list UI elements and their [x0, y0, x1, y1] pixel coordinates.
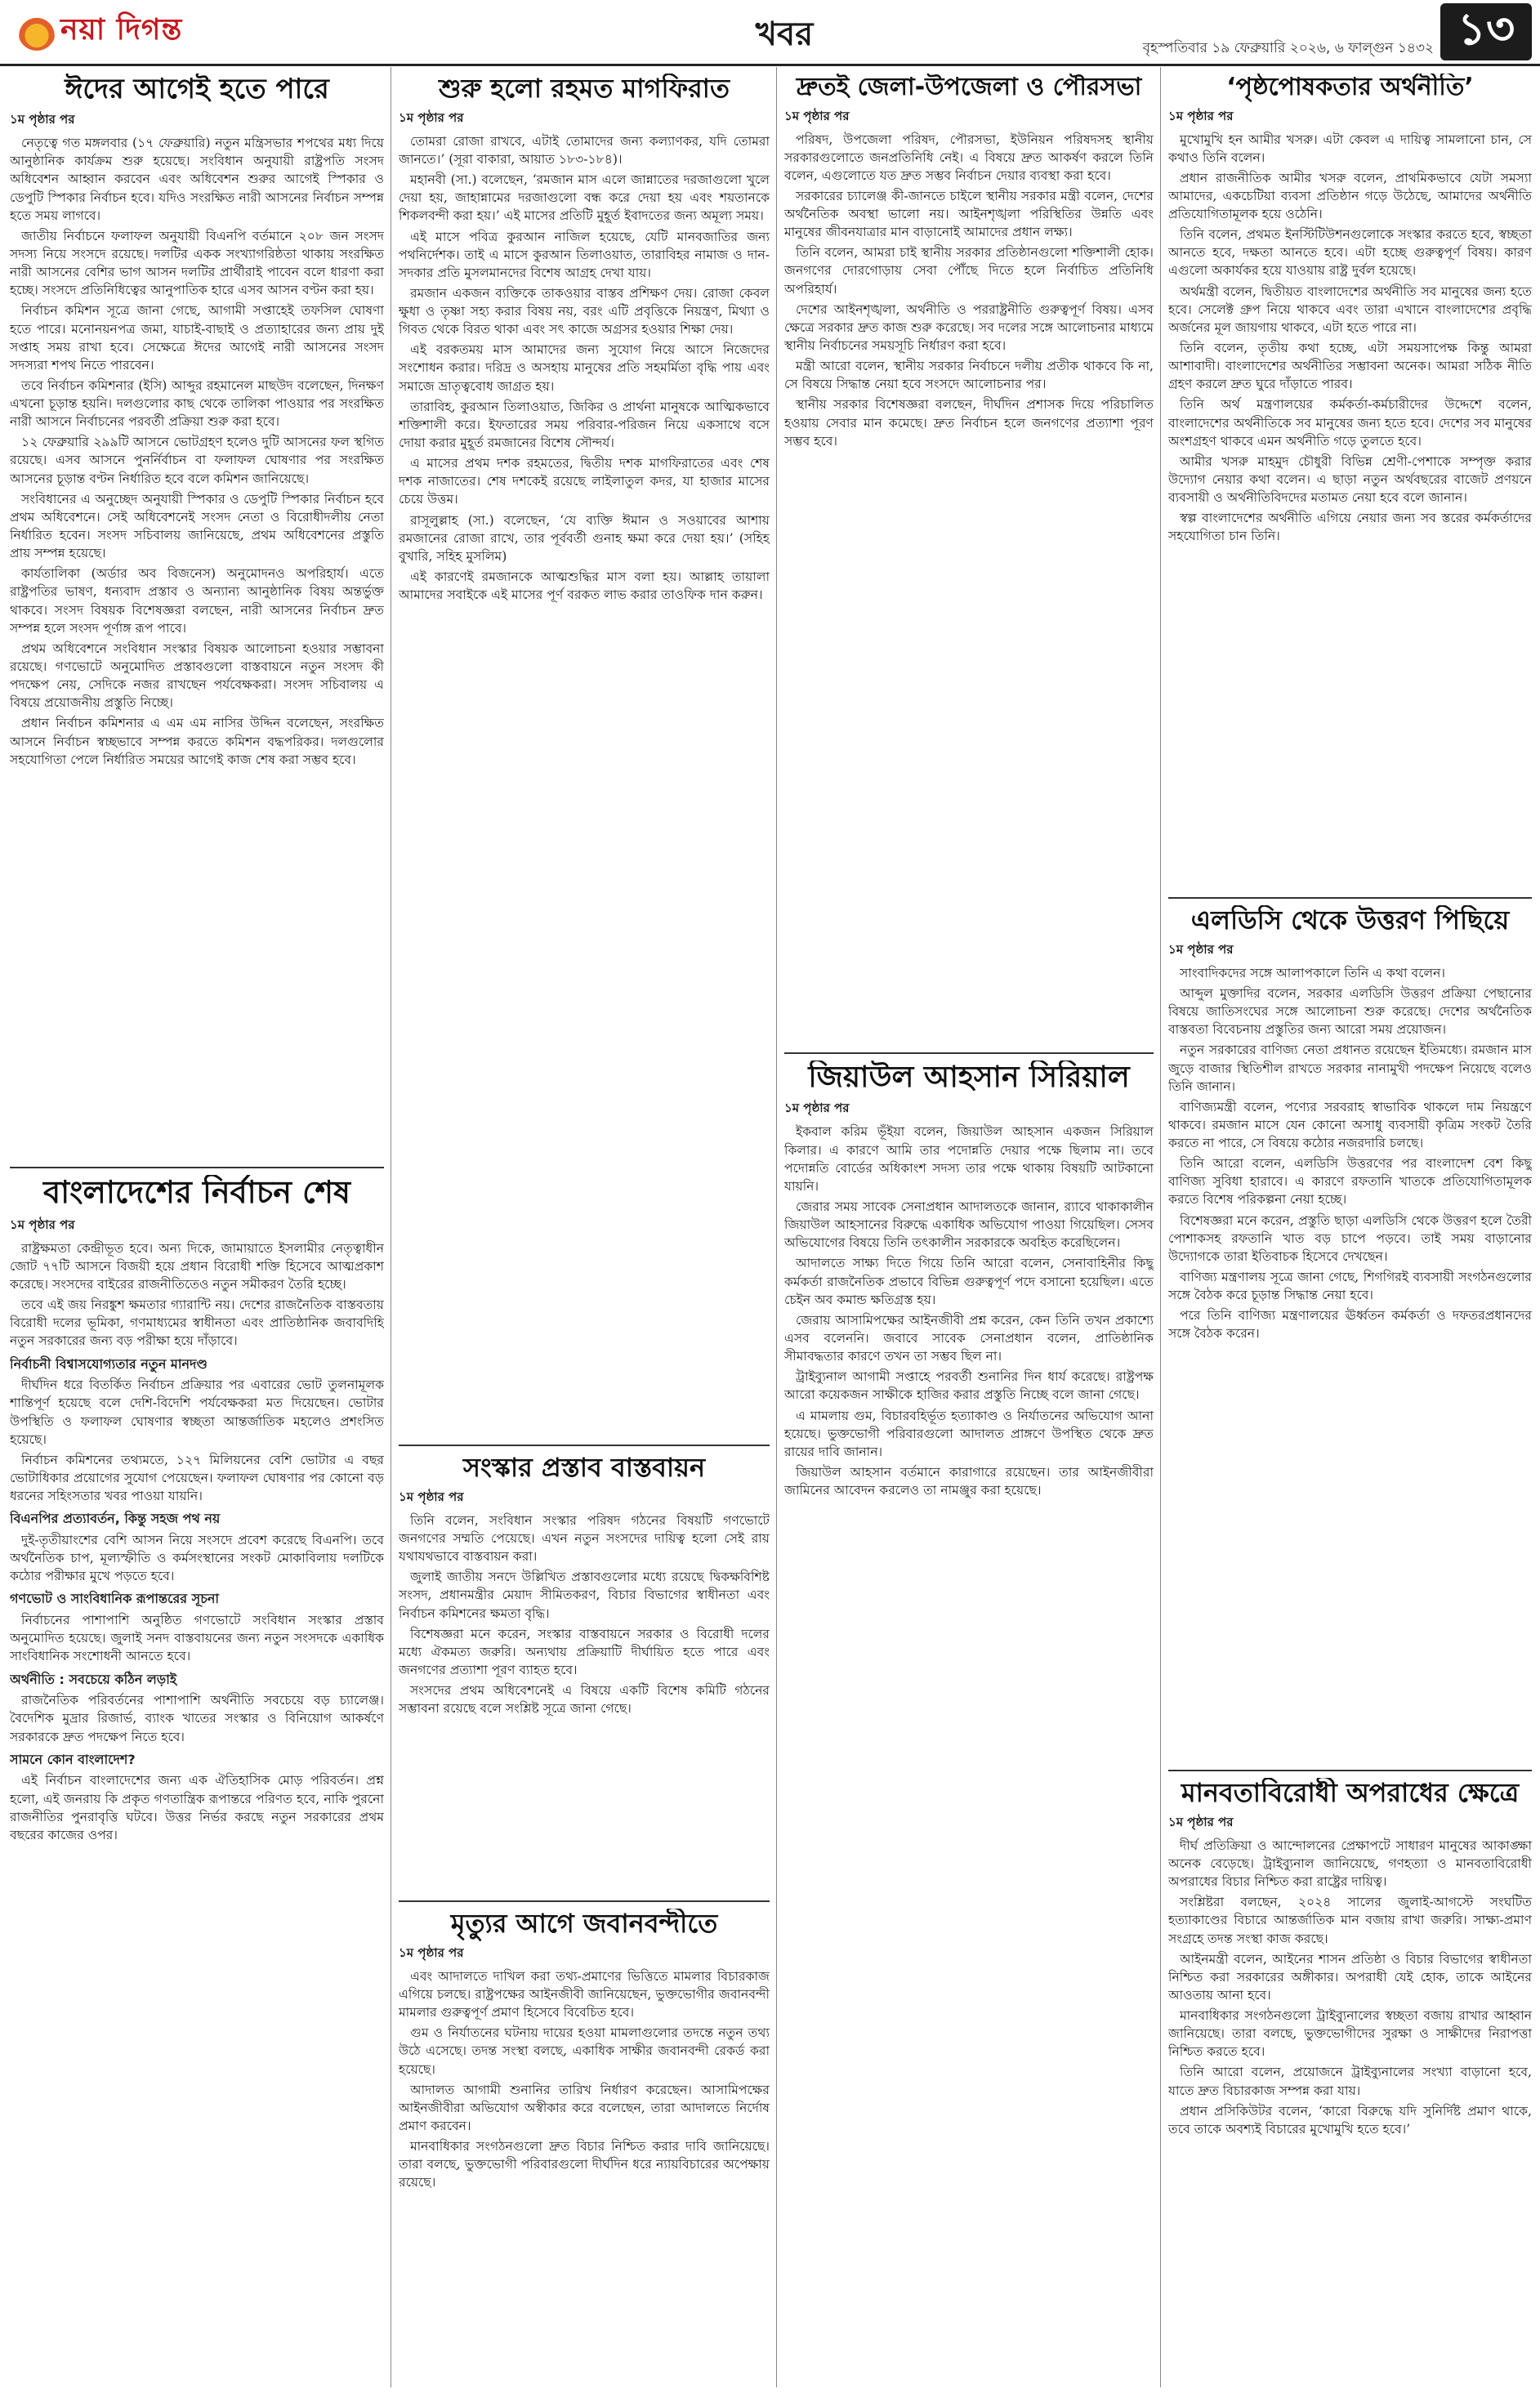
paragraph: নির্বাচন কমিশনের তথ্যমতে, ১২৭ মিলিয়নের বেশি ভোটার এ বছর ভোটাধিকার প্রয়োগের সুযোগ পেয়েছেন। ফলাফল ঘোষণার পর কোনো বড় ধরনের সহিংসতার খবর পাওয়া যায়নি।	[10, 1452, 384, 1504]
dateline: ১ম পৃষ্ঠার পর	[1168, 108, 1234, 123]
paragraph: এবং আদালতে দাখিল করা তথ্য-প্রমাণের ভিত্তিতে মামলার বিচারকাজ এগিয়ে চলছে। রাষ্ট্রপক্ষের আইনজীবী জানিয়েছেন, ভুক্তভোগীর জবানবন্দী মামলার গুরুত্বপূর্ণ প্রমাণ হিসেবে বিবেচিত হবে।	[399, 1968, 770, 2021]
headline: ঈদের আগেই হতে পারে	[65, 74, 329, 105]
paragraph: তবে এই জয় নিরঙ্কুশ ক্ষমতার গ্যারান্টি নয়। দেশের রাজনৈতিক বাস্তবতায় বিরোধী দলের ভূমিকা, গণমাধ্যমের স্বাধীনতা এবং প্রাতিষ্ঠানিক জবাবদিহি নতুন সরকারের জন্য বড় পরীক্ষা হয়ে দাঁড়াবে।	[10, 1297, 384, 1349]
sun-logo-icon	[18, 13, 56, 51]
headline: বাংলাদেশের নির্বাচন শেষ	[43, 1175, 350, 1210]
article-reform	[399, 1453, 770, 1894]
paragraph: মন্ত্রী আরো বলেন, স্থানীয় সরকার নির্বাচনে দলীয় প্রতীক থাকবে কি না, সে বিষয়ে সিদ্ধান্ত নেয়া হবে সংসদে আলোচনার পর।	[784, 359, 1154, 392]
dateline: ১ম পৃষ্ঠার পর	[399, 109, 464, 125]
paragraph: এই কারণেই রমজানকে আত্মশুদ্ধির মাস বলা হয়। আল্লাহ তায়ালা আমাদের সবাইকে এই মাসের পূর্ণ বরকত লাভ করার তাওফিক দান করুন।	[399, 569, 770, 603]
paragraph: মানবাধিকার সংগঠনগুলো ট্রাইব্যুনালের স্বচ্ছতা বজায় রাখার আহ্বান জানিয়েছে। তারা বলছে, ভুক্তভোগীদের সুরক্ষা ও সাক্ষীদের নিরাপত্তা নিশ্চিত করতে হবে।	[1168, 2008, 1532, 2060]
page-number: ১৩	[1440, 3, 1532, 60]
article-body	[399, 1967, 770, 2192]
paragraph: দীর্ঘদিন ধরে বিতর্কিত নির্বাচন প্রক্রিয়ার পর এবারের ভোট তুলনামূলক শান্তিপূর্ণ হয়েছে বলে দেশি-বিদেশি পর্যবেক্ষকরা মত দিয়েছেন। ভোটার উপস্থিতি ও ফলাফল ঘোষণার স্বচ্ছতা আন্তর্জাতিক মহলেও প্রশংসিত হয়েছে।	[10, 1378, 384, 1447]
column-divider	[776, 67, 777, 2387]
article-ldc	[1168, 905, 1532, 1763]
paragraph: আব্দুল মুক্তাদির বলেন, সরকার এলডিসি উত্তরণ প্রক্রিয়া পেছানোর বিষয়ে জাতিসংঘের সঙ্গে আলোচনা শুরু করেছে। দেশের অর্থনৈতিক বাস্তবতা বিবেচনায় প্রস্তুতির জন্য আরো সময় প্রয়োজন।	[1168, 985, 1532, 1038]
article-patronage	[1168, 74, 1532, 891]
article-body	[1168, 964, 1532, 1343]
dateline: ১ম পৃষ্ঠার পর	[399, 1489, 464, 1504]
section-rule	[399, 1445, 770, 1446]
subheading: বিএনপির প্রত্যাবর্তন, কিন্তু সহজ পথ নয়	[10, 1511, 221, 1527]
paragraph: আদালত আগামী শুনানির তারিখ নির্ধারণ করেছেন। আসামিপক্ষের আইনজীবীরা অভিযোগ অস্বীকার করে বলেছেন, তারা আদালতে নির্দোষ প্রমাণ করবেন।	[399, 2082, 770, 2133]
paragraph: মুখোমুখি হন আমীর খসরু। এটা কেবল এ দায়িত্ব সামলানো চান, সে কথাও তিনি বলেন।	[1168, 132, 1532, 165]
article-body	[10, 1239, 384, 1844]
subheading: সামনে কোন বাংলাদেশ?	[10, 1751, 136, 1767]
paragraph: মহানবী (সা.) বলেছেন, ‘রমজান মাস এলে জান্নাতের দরজাগুলো খুলে দেয়া হয়, জাহান্নামের দরজাগুলো বন্ধ করে দেয়া হয় এবং শয়তানকে শিকলবন্দী করা হয়।’ এই মাসের প্রতিটি মুহূর্ত ইবাদতের জন্য অমূল্য সময়।	[399, 172, 770, 224]
paragraph: বাণিজ্য মন্ত্রণালয় সূত্রে জানা গেছে, শিগগিরই ব্যবসায়ী সংগঠনগুলোর সঙ্গে বৈঠক করে চূড়ান্ত সিদ্ধান্ত নেয়া হবে।	[1168, 1270, 1532, 1303]
dateline: ১ম পৃষ্ঠার পর	[1168, 1814, 1234, 1829]
paragraph: এ মামলায় গুম, বিচারবহির্ভূত হত্যাকাণ্ড ও নির্যাতনের অভিযোগ আনা হয়েছে। ভুক্তভোগী পরিবারগুলো আদালত প্রাঙ্গণে উপস্থিত থেকে দ্রুত রায়ের দাবি জানান।	[784, 1408, 1154, 1459]
paragraph: এই বরকতময় মাস আমাদের জন্য সুযোগ নিয়ে আসে নিজেদের সংশোধন করার। দরিদ্র ও অসহায় মানুষের প্রতি সহমর্মিতা বৃদ্ধি পায় এবং সমাজে ভ্রাতৃত্ববোধ জাগ্রত হয়।	[399, 342, 770, 394]
article-election-end	[10, 1175, 384, 2384]
paragraph: আদালতে সাক্ষ্য দিতে গিয়ে তিনি আরো বলেন, সেনাবাহিনীর কিছু কর্মকর্তা রাজনৈতিক প্রভাবে বিভিন্ন গুরুত্বপূর্ণ পদে বসানো হয়েছিল। এতে চেইন অব কমান্ড ক্ষতিগ্রস্ত হয়।	[784, 1256, 1154, 1307]
paragraph: রাসূলুল্লাহ (সা.) বলেছেন, ‘যে ব্যক্তি ঈমান ও সওয়াবের আশায় রমজানের রোজা রাখে, তার পূর্ববর্তী গুনাহ ক্ষমা করে দেয়া হয়।’ (সহিহ বুখারি, সহিহ মুসলিম)	[399, 512, 770, 564]
paragraph: তিনি বলেন, সংবিধান সংস্কার পরিষদ গঠনের বিষয়টি গণভোটে জনগণের সম্মতি পেয়েছে। এখন নতুন সংসদের দায়িত্ব হলো সেই রায় যথাযথভাবে বাস্তবায়ন করা।	[399, 1512, 770, 1565]
paragraph: সংশ্লিষ্টরা বলছেন, ২০২৪ সালের জুলাই-আগস্টে সংঘটিত হত্যাকাণ্ডের বিচারে আন্তর্জাতিক মান বজায় রাখা জরুরি। সাক্ষ্য-প্রমাণ সংগ্রহে তদন্ত সংস্থা কাজ করছে।	[1168, 1895, 1532, 1946]
dateline: ১ম পৃষ্ঠার পর	[784, 108, 850, 123]
paragraph: দীর্ঘ প্রতিক্রিয়া ও আন্দোলনের প্রেক্ষাপটে সাধারণ মানুষের আকাঙ্ক্ষা অনেক বেড়েছে। ট্রাইব্যুনাল জানিয়েছে, গণহত্যা ও মানবতাবিরোধী অপরাধের বিচার নিশ্চিত করা রাষ্ট্রের দায়িত্ব।	[1168, 1838, 1532, 1890]
article-ziaul	[784, 1061, 1154, 2384]
paragraph: এই নির্বাচন বাংলাদেশের জন্য এক ঐতিহাসিক মোড় পরিবর্তন। প্রশ্ন হলো, এই জনরায় কি প্রকৃত গণতান্ত্রিক রূপান্তরে পরিণত হবে, নাকি পুরনো রাজনীতির পুনরাবৃত্তি ঘটবে। উত্তর নির্ভর করছে নতুন সরকারের প্রথম বছরের কাজের ওপর।	[10, 1773, 384, 1842]
paragraph: তিনি আরো বলেন, এলডিসি উত্তরণের পর বাংলাদেশ বেশ কিছু বাণিজ্য সুবিধা হারাবে। এ কারণে রফতানি খাতকে প্রতিযোগিতামূলক করতে বিশেষ পরিকল্পনা নেয়া হচ্ছে।	[1168, 1156, 1532, 1208]
headline: সংস্কার প্রস্তাব বাস্তবায়ন	[462, 1453, 706, 1483]
paragraph: পরে তিনি বাণিজ্য মন্ত্রণালয়ের ঊর্ধ্বতন কর্মকর্তা ও দফতরপ্রধানদের সঙ্গে বৈঠক করেন।	[1168, 1308, 1532, 1342]
masthead	[0, 0, 1540, 66]
paragraph: তারাবিহ, কুরআন তিলাওয়াত, জিকির ও প্রার্থনা মানুষকে আত্মিকভাবে শক্তিশালী করে। ইফতারের সময় পরিবার-পরিজন নিয়ে একসাথে বসে দোয়া করার মুহূর্ত রমজানের বিশেষ সৌন্দর্য।	[399, 399, 770, 451]
paragraph: তিনি অর্থ মন্ত্রণালয়ের কর্মকর্তা-কর্মচারীদের উদ্দেশে বলেন, বাংলাদেশের অর্থনীতিকে সব মানুষের জন্য হতে হবে। দেশের সব মানুষের অংশগ্রহণ থাকবে এমন অর্থনীতি গড়ে তুলতে হবে।	[1168, 397, 1532, 449]
paragraph: তিনি বলেন, তৃতীয় কথা হচ্ছে, এটা সময়সাপেক্ষ কিন্তু আমরা আশাবাদী। বাংলাদেশের অর্থনীতির সম্ভাবনা অনেক। আমরা সঠিক নীতি গ্রহণ করলে দ্রুত ঘুরে দাঁড়াতে পারব।	[1168, 341, 1532, 392]
paragraph: প্রধান রাজনীতিক আমীর খসরু বলেন, প্রাথমিকভাবে যেটা সমস্যা আমাদের, একচেটিয়া ব্যবসা প্রতিষ্ঠান গড়ে উঠেছে, আমাদের অর্থনীতি প্রতিযোগিতামূলক হয়ে ওঠেনি।	[1168, 170, 1532, 222]
headline: ‘পৃষ্ঠপোষকতার অর্থনীতি’	[1226, 74, 1474, 101]
paragraph: নির্বাচনের পাশাপাশি অনুষ্ঠিত গণভোটে সংবিধান সংস্কার প্রস্তাব অনুমোদিত হয়েছে। জুলাই সনদ বাস্তবায়নের জন্য নতুন সংসদকে একাধিক সাংবিধানিক সংশোধনী আনতে হবে।	[10, 1613, 384, 1664]
article-body	[1168, 131, 1532, 546]
paragraph: নেতৃত্বে গত মঙ্গলবার (১৭ ফেব্রুয়ারি) নতুন মন্ত্রিসভার শপথের মধ্য দিয়ে আনুষ্ঠানিক কার্যক্রম শুরু হয়েছে। সংবিধান অনুযায়ী রাষ্ট্রপতি সংসদ অধিবেশন আহ্বান করবেন এবং অধিবেশন শুরুর আগেই স্পিকার ও ডেপুটি স্পিকার নির্বাচন হবে। যদিও সংরক্ষিত নারী আসনের নির্বাচন সম্পন্ন হতে সময় লাগবে।	[10, 136, 384, 223]
paragraph: তিনি আরো বলেন, প্রয়োজনে ট্রাইব্যুনালের সংখ্যা বাড়ানো হবে, যাতে দ্রুত বিচারকাজ সম্পন্ন করা যায়।	[1168, 2065, 1532, 2098]
paragraph: বিশেষজ্ঞরা মনে করেন, প্রস্তুতি ছাড়া এলডিসি থেকে উত্তরণ হলে তৈরী পোশাকসহ রফতানি খাত বড় চাপে পড়বে। তাই সময় বাড়ানোর উদ্যোগকে তারা ইতিবাচক হিসেবে দেখছেন।	[1168, 1212, 1532, 1264]
article-humanity	[1168, 1778, 1532, 2387]
article-ramadan	[399, 74, 770, 1438]
paragraph: নতুন সরকারের বাণিজ্য নেতা প্রধানত রয়েছেন ইতিমধ্যে। রমজান মাস জুড়ে বাজার স্থিতিশীল রাখতে সরকার নানামুখী পদক্ষেপ নিয়েছে বলেও তিনি জানান।	[1168, 1043, 1532, 1094]
issue-date: বৃহস্পতিবার ১৯ ফেব্রুয়ারি ২০২৬, ৬ ফাল্গুন ১৪৩২	[1142, 40, 1434, 56]
headline: এলডিসি থেকে উত্তরণ পিছিয়ে	[1190, 905, 1510, 936]
paragraph: কার্যতালিকা (অর্ডার অব বিজনেস) অনুমোদনও অপরিহার্য। এতে রাষ্ট্রপতির ভাষণ, ধন্যবাদ প্রস্তাব ও অন্যান্য আনুষ্ঠানিক বিষয় অন্তর্ভুক্ত থাকবে। সংসদ বিষয়ক বিশেষজ্ঞরা বলছেন, নারী আসনের নির্বাচন দ্রুত সম্পন্ন হলে সংসদ পূর্ণাঙ্গ রূপ পাবে।	[10, 566, 384, 636]
section-rule	[399, 1900, 770, 1902]
paragraph: জিয়াউল আহসান বর্তমানে কারাগারে রয়েছেন। তার আইনজীবীরা জামিনের আবেদন করলেও তা নামঞ্জুর করা হয়েছে।	[784, 1464, 1154, 1498]
paragraph: গুম ও নির্যাতনের ঘটনায় দায়ের হওয়া মামলাগুলোর তদন্তে নতুন তথ্য উঠে এসেছে। তদন্ত সংস্থা বলছে, একাধিক সাক্ষীর জবানবন্দী রেকর্ড করা হয়েছে।	[399, 2025, 770, 2077]
paragraph: প্রথম অধিবেশনে সংবিধান সংস্কার বিষয়ক আলোচনা হওয়ার সম্ভাবনা রয়েছে। গণভোটে অনুমোদিত প্রস্তাবগুলো বাস্তবায়নে নতুন সংসদ কী পদক্ষেপ নেয়, সেদিকে নজর রাখছেন পর্যবেক্ষকরা। সংসদ সচিবালয় এ বিষয়ে প্রয়োজনীয় প্রস্তুতি নিচ্ছে।	[10, 641, 384, 711]
paragraph: তবে নির্বাচন কমিশনার (ইসি) আব্দুর রহমানেল মাছউদ বলেছেন, দিনক্ষণ এখনো চূড়ান্ত হয়নি। দলগুলোর কাছ থেকে তালিকা পাওয়ার পর সংরক্ষিত নারী আসনে নির্বাচনের পরবর্তী প্রক্রিয়া শুরু করা হবে।	[10, 377, 384, 430]
newspaper-logo[interactable]	[18, 7, 206, 57]
paragraph: সরকারের চ্যালেঞ্জ কী-জানতে চাইলে স্থানীয় সরকার মন্ত্রী বলেন, দেশের অর্থনৈতিক অবস্থা ভালো নয়। আইনশৃঙ্খলা পরিস্থিতির উন্নতি এবং মানুষের জীবনযাত্রার মান বাড়ানোই আমাদের প্রধান লক্ষ্য।	[784, 188, 1154, 240]
subheading: গণভোট ও সাংবিধানিক রূপান্তরের সূচনা	[10, 1591, 220, 1607]
section-rule	[1168, 1770, 1532, 1771]
paragraph: বিশেষজ্ঞরা মনে করেন, সংস্কার বাস্তবায়নে সরকার ও বিরোধী দলের মধ্যে ঐকমত্য জরুরি। অন্যথায় প্রক্রিয়াটি দীর্ঘায়িত হতে পারে এবং জনগণের প্রত্যাশা পূরণ ব্যাহত হবে।	[399, 1626, 770, 1677]
paragraph: জুলাই জাতীয় সনদে উল্লিখিত প্রস্তাবগুলোর মধ্যে রয়েছে দ্বিকক্ষবিশিষ্ট সংসদ, প্রধানমন্ত্রীর মেয়াদ সীমিতকরণ, বিচার বিভাগের স্বাধীনতা এবং নির্বাচন কমিশনের ক্ষমতা বৃদ্ধি।	[399, 1570, 770, 1621]
paragraph: আমীর খসরু মাহমুদ চৌধুরী বিভিন্ন শ্রেণী-পেশাকে সম্পৃক্ত করার উদ্যোগ নেয়ার কথা বলেন। এ ছাড়া নতুন অর্থবছরের বাজেট প্রণয়নে ব্যবসায়ী ও অর্থনীতিবিদদের মতামত নেয়া হবে বলে জানান।	[1168, 453, 1532, 506]
article-body	[399, 1512, 770, 1718]
paragraph: জেরায় আসামিপক্ষের আইনজীবী প্রশ্ন করেন, কেন তিনি তখন প্রকাশ্যে এসব বলেননি। জবাবে সাবেক সেনাপ্রধান বলেন, প্রাতিষ্ঠানিক সীমাবদ্ধতার কারণে তখন তা সম্ভব ছিল না।	[784, 1312, 1154, 1364]
headline: শুরু হলো রহমত মাগফিরাত	[439, 74, 730, 104]
article-body	[10, 134, 384, 769]
paragraph: ট্রাইব্যুনাল আগামী সপ্তাহে পরবর্তী শুনানির দিন ধার্য করেছে। রাষ্ট্রপক্ষ আরো কয়েকজন সাক্ষীকে হাজির করার প্রস্তুতি নিচ্ছে বলে জানা গেছে।	[784, 1369, 1154, 1403]
headline: দ্রুতই জেলা-উপজেলা ও পৌরসভা	[796, 74, 1142, 101]
paragraph: এ মাসের প্রথম দশক রহমতের, দ্বিতীয় দশক মাগফিরাতের এবং শেষ দশক নাজাতের। শেষ দশকেই রয়েছে লাইলাতুল কদর, যা হাজার মাসের চেয়ে উত্তম।	[399, 456, 770, 507]
paragraph: জাতীয় নির্বাচনে ফলাফল অনুযায়ী বিএনপি বর্তমানে ২০৮ জন সংসদ সদস্য নিয়ে সংসদে রয়েছে। দলটির একক সংখ্যাগরিষ্ঠতা থাকায় সংরক্ষিত নারী আসনের বেশির ভাগ আসন দলটির প্রার্থীরাই পাবেন বলে ধারণা করা হচ্ছে। সংসদে প্রতিনিধিত্বের আনুপাতিক হারে এসব আসন বণ্টন করা হয়।	[10, 228, 384, 298]
paragraph: নির্বাচন কমিশন সূত্রে জানা গেছে, আগামী সপ্তাহেই তফসিল ঘোষণা হতে পারে। মনোনয়নপত্র জমা, যাচাই-বাছাই ও প্রত্যাহারের জন্য প্রায় দুই সপ্তাহ সময় রাখা হবে। সেক্ষেত্রে ঈদের আগেই নারী আসনের সংসদ সদস্যরা শপথ নিতে পারবেন।	[10, 303, 384, 373]
paragraph: দেশের আইনশৃঙ্খলা, অর্থনীতি ও পররাষ্ট্রনীতি গুরুত্বপূর্ণ বিষয়। এসব ক্ষেত্রে সরকার দ্রুত কাজ শুরু করেছে। সব দলের সঙ্গে আলোচনার মাধ্যমে স্থানীয় নির্বাচনের সময়সূচি নির্ধারণ করা হবে।	[784, 301, 1154, 354]
article-body	[399, 132, 770, 605]
paragraph: মানবাধিকার সংগঠনগুলো দ্রুত বিচার নিশ্চিত করার দাবি জানিয়েছে। তারা বলছে, ভুক্তভোগী পরিবারগুলো দীর্ঘদিন ধরে ন্যায়বিচারের অপেক্ষায় রয়েছে।	[399, 2139, 770, 2190]
paragraph: রমজান একজন ব্যক্তিকে তাকওয়ার বাস্তব প্রশিক্ষণ দেয়। রোজা কেবল ক্ষুধা ও তৃষ্ণা সহ্য করার বিষয় নয়, বরং এটি প্রবৃত্তিকে নিয়ন্ত্রণ, মিথ্যা ও গিবত থেকে বিরত থাকা এবং সৎ কাজে অগ্রসর হওয়ার শিক্ষা দেয়।	[399, 285, 770, 337]
paragraph: ১২ ফেব্রুয়ারি ২৯৯টি আসনে ভোটগ্রহণ হলেও দুটি আসনের ফল স্থগিত রয়েছে। এসব আসনে পুনর্নির্বাচন বা ফলাফল ঘোষণার পর সংরক্ষিত আসনের চূড়ান্ত বণ্টন নির্ধারিত হবে বলে কমিশন জানিয়েছে।	[10, 435, 384, 486]
article-eid	[10, 74, 384, 1160]
dateline: ১ম পৃষ্ঠার পর	[10, 1217, 75, 1232]
paragraph: সংবিধানের এ অনুচ্ছেদ অনুযায়ী স্পিকার ও ডেপুটি স্পিকার নির্বাচন হবে প্রথম অধিবেশনে। সেই অধিবেশনেই সংসদ নেতা ও বিরোধীদলীয় নেতা নির্ধারিত হবেন। সংসদ সচিবালয় জানিয়েছে, প্রথম অধিবেশনের প্রস্তুতি প্রায় সম্পন্ন হয়েছে।	[10, 491, 384, 561]
paragraph: পরিষদ, উপজেলা পরিষদ, পৌরসভা, ইউনিয়ন পরিষদসহ স্থানীয় সরকারগুলোতে জনপ্রতিনিধি নেই। এ বিষয়ে দ্রুত আকর্ষণ করলে তিনি বলেন, এগুলোতে যত দ্রুত সম্ভব নির্বাচন দেয়ার ব্যবস্থা করা হবে।	[784, 132, 1154, 183]
article-body	[784, 1123, 1154, 1499]
paragraph: সংসদের প্রথম অধিবেশনেই এ বিষয়ে একটি বিশেষ কমিটি গঠনের সম্ভাবনা রয়েছে বলে সংশ্লিষ্ট সূত্রে জানা গেছে।	[399, 1683, 770, 1717]
article-body	[1168, 1837, 1532, 2138]
section-title: খবর	[755, 16, 814, 53]
article-body	[784, 131, 1154, 450]
logo-text: নয়া দিগন্ত	[60, 13, 183, 47]
column-divider	[1160, 67, 1161, 2387]
section-rule	[10, 1167, 384, 1168]
paragraph: তিনি বলেন, আমরা চাই স্থানীয় সরকার প্রতিষ্ঠানগুলো শক্তিশালী হোক। জনগণের দোরগোড়ায় সেবা পৌঁছে দিতে হলে নির্বাচিত প্রতিনিধি অপরিহার্য।	[784, 245, 1154, 297]
paragraph: ইকবাল করিম ভূঁইয়া বলেন, জিয়াউল আহসান একজন সিরিয়াল কিলার। এ কারণে আমি তার পদোন্নতি দেয়ার পক্ষে ছিলাম না। তবে পদোন্নতি বোর্ডের অধিকাংশ সদস্য তার পক্ষে থাকায় বিষয়টি আটকানো যায়নি।	[784, 1124, 1154, 1194]
paragraph: এই মাসে পবিত্র কুরআন নাজিল হয়েছে, যেটি মানবজাতির জন্য পথনির্দেশক। তাই এ মাসে কুরআন তিলাওয়াত, তারাবিহর নামাজ ও দান-সদকার প্রতি মুসলমানদের বিশেষ আগ্রহ দেখা যায়।	[399, 229, 770, 280]
headline: মানবতাবিরোধী অপরাধের ক্ষেত্রে	[1181, 1778, 1520, 1808]
paragraph: বাণিজ্যমন্ত্রী বলেন, পণ্যের সরবরাহ স্বাভাবিক থাকলে দাম নিয়ন্ত্রণে থাকবে। রমজান মাসে যেন কোনো অসাধু ব্যবসায়ী কৃত্রিম সংকট তৈরি করতে না পারে, সে বিষয়ে কঠোর নজরদারি চলছে।	[1168, 1099, 1532, 1151]
subheading: অর্থনীতি : সবচেয়ে কঠিন লড়াই	[10, 1671, 177, 1687]
paragraph: প্রধান প্রসিকিউটর বলেন, ‘কারো বিরুদ্ধে যদি সুনির্দিষ্ট প্রমাণ থাকে, তবে তাকে অবশ্যই বিচারের মুখোমুখি হতে হবে।’	[1168, 2103, 1532, 2137]
paragraph: রাজনৈতিক পরিবর্তনের পাশাপাশি অর্থনীতি সবচেয়ে বড় চ্যালেঞ্জ। বৈদেশিক মুদ্রার রিজার্ভ, ব্যাংক খাতের সংস্কার ও বিনিয়োগ আকর্ষণে সরকারকে দ্রুত পদক্ষেপ নিতে হবে।	[10, 1693, 384, 1744]
dateline: ১ম পৃষ্ঠার পর	[1168, 941, 1234, 957]
paragraph: আইনমন্ত্রী বলেন, আইনের শাসন প্রতিষ্ঠা ও বিচার বিভাগের স্বাধীনতা নিশ্চিত করা সরকারের অঙ্গীকার। অপরাধী যেই হোক, তাকে আইনের আওতায় আনা হবে।	[1168, 1951, 1532, 2003]
section-rule	[784, 1052, 1154, 1054]
article-deposition	[399, 1909, 770, 2387]
headline: মৃত্যুর আগে জবানবন্দীতে	[450, 1909, 718, 1939]
paragraph: দুই-তৃতীয়াংশের বেশি আসন নিয়ে সংসদে প্রবেশ করেছে বিএনপি। তবে অর্থনৈতিক চাপ, মূল্যস্ফীতি ও কর্মসংস্থানের সংকট মোকাবিলায় দলটিকে কঠোর পরীক্ষার মুখে পড়তে হবে।	[10, 1532, 384, 1584]
dateline: ১ম পৃষ্ঠার পর	[399, 1945, 464, 1960]
paragraph: স্থানীয় সরকার বিশেষজ্ঞরা বলছেন, দীর্ঘদিন প্রশাসক দিয়ে পরিচালিত হওয়ায় সেবার মান কমেছে। দ্রুত নির্বাচন হলে জনগণের প্রত্যাশা পূরণ সম্ভব হবে।	[784, 397, 1154, 449]
paragraph: তোমরা রোজা রাখবে, এটাই তোমাদের জন্য কল্যাণকর, যদি তোমরা জানতে।’ (সূরা বাকারা, আয়াত ১৮৩-১৮৪)।	[399, 133, 770, 167]
paragraph: তিনি বলেন, প্রথমত ইনস্টিটিউশনগুলোকে সংস্কার করতে হবে, স্বচ্ছতা আনতে হবে, দক্ষতা আনতে হবে। এটা হচ্ছে গুরুত্বপূর্ণ বিষয়। কারণ এগুলো অকার্যকর হয়ে যাওয়ায় রাষ্ট্র দুর্বল হয়েছে।	[1168, 227, 1532, 279]
paragraph: জেরার সময় সাবেক সেনাপ্রধান আদালতকে জানান, র‌্যাবে থাকাকালীন জিয়াউল আহসানের বিরুদ্ধে একাধিক অভিযোগ পাওয়া গিয়েছিল। সেসব অভিযোগের বিষয়ে তিনি তৎকালীন সরকারকে অবহিত করেছিলেন।	[784, 1199, 1154, 1251]
paragraph: স্বল্প বাংলাদেশের অর্থনীতি এগিয়ে নেয়ার জন্য সব স্তরের কর্মকর্তাদের সহযোগিতা চান তিনি।	[1168, 511, 1532, 544]
paragraph: অর্থমন্ত্রী বলেন, দ্বিতীয়ত বাংলাদেশের অর্থনীতি সব মানুষের জন্য হতে হবে। সেলেক্ট গ্রুপ নিয়ে থাকবে এবং তারা এখানে বাংলাদেশের প্রবৃদ্ধি অর্জনের মূল জায়গায় থাকবে, এটা হতে পারে না।	[1168, 284, 1532, 335]
paragraph: রাষ্ট্রক্ষমতা কেন্দ্রীভূত হবে। অন্য দিকে, জামায়াতে ইসলামীর নেতৃত্বাধীন জোট ৭৭টি আসনে বিজয়ী হয়ে প্রধান বিরোধী শক্তি হিসেবে আত্মপ্রকাশ করেছে। সংসদের বাইরের রাজনীতিতেও নতুন সমীকরণ তৈরি হচ্ছে।	[10, 1240, 384, 1292]
paragraph: সাংবাদিকদের সঙ্গে আলাপকালে তিনি এ কথা বলেন।	[1180, 965, 1445, 980]
paragraph: প্রধান নির্বাচন কমিশনার এ এম এম নাসির উদ্দিন বলেছেন, সংরক্ষিত আসনে নির্বাচন স্বচ্ছভাবে সম্পন্ন করতে কমিশন বদ্ধপরিকর। দলগুলোর সহযোগিতা পেলে নির্ধারিত সময়ের আগেই কাজ শেষ করা সম্ভব হবে।	[10, 716, 384, 767]
headline: জিয়াউল আহসান সিরিয়াল	[808, 1061, 1130, 1094]
article-district	[784, 74, 1154, 1046]
dateline: ১ম পৃষ্ঠার পর	[784, 1101, 850, 1116]
subheading: নির্বাচনী বিশ্বাসযোগ্যতার নতুন মানদণ্ড	[10, 1355, 208, 1372]
dateline: ১ম পৃষ্ঠার পর	[10, 112, 75, 127]
section-rule	[1168, 897, 1532, 899]
